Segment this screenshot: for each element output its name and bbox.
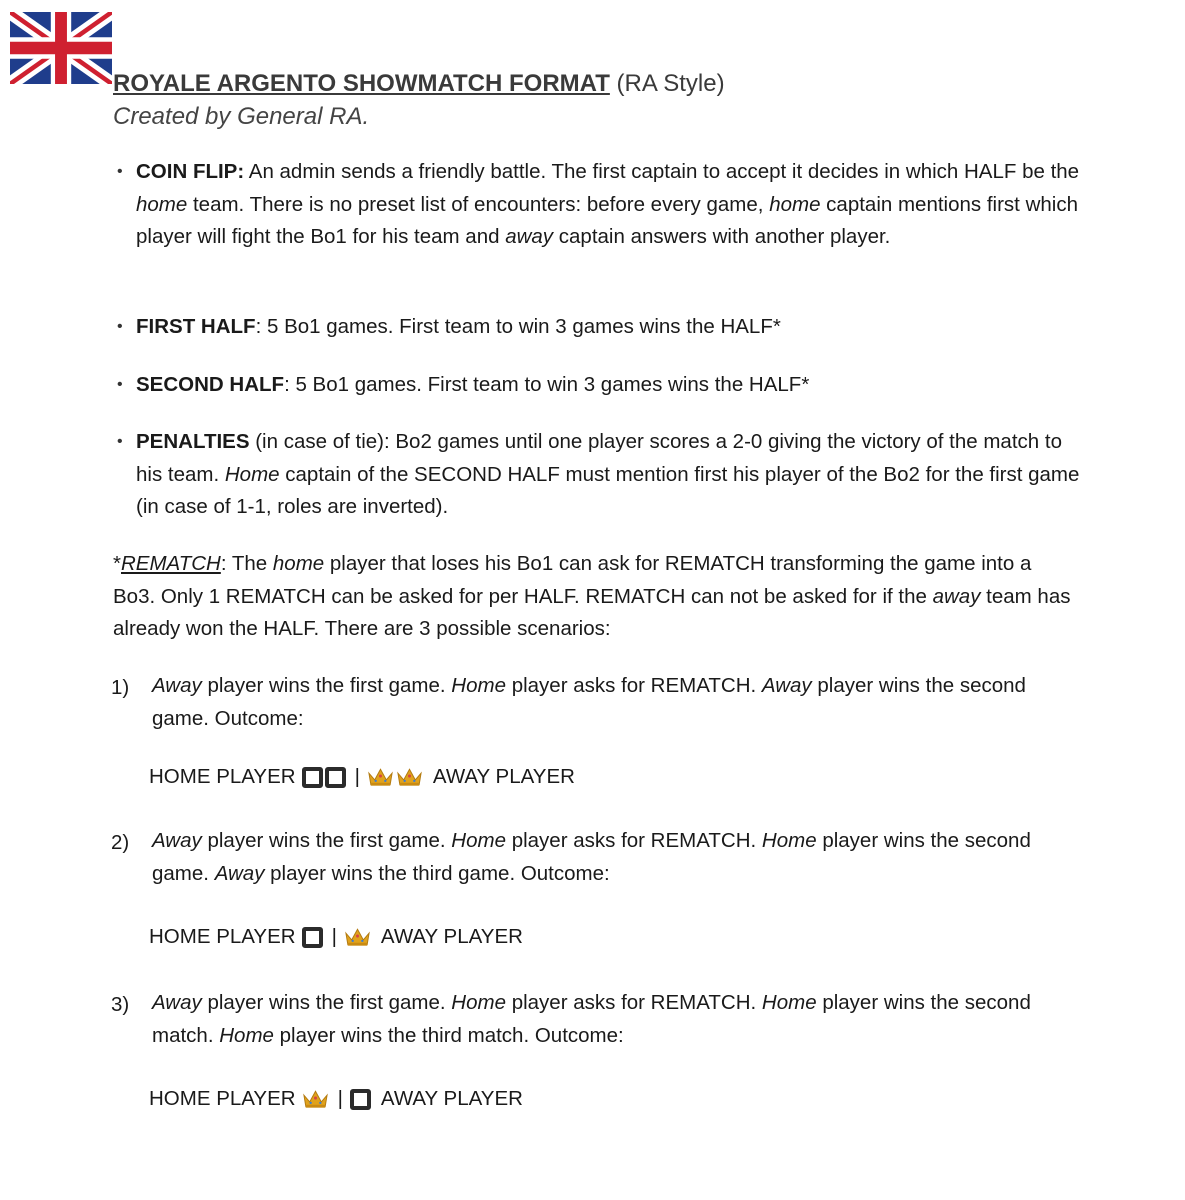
- black-square-icon: [350, 1089, 371, 1110]
- scenario-emphasis: Home: [761, 829, 817, 852]
- note-emphasis: away: [932, 584, 981, 608]
- home-player-label: HOME PLAYER: [149, 765, 296, 788]
- rule-text: : 5 Bo1 games. First team to win 3 games wins the HALF*: [255, 315, 781, 338]
- rule-second-half: [136, 369, 1086, 402]
- note-text: team has already won the HALF. There are 3 possible scenarios:: [113, 584, 1071, 640]
- scenario-emphasis: Home: [451, 991, 506, 1014]
- separator: |: [337, 1087, 343, 1110]
- rule-penalties: [136, 426, 1086, 524]
- black-square-icon: [302, 767, 323, 788]
- rematch-label: REMATCH: [120, 552, 221, 575]
- outcome-2: [149, 925, 523, 949]
- scenario-number: 1): [111, 676, 130, 699]
- scenario-text: player wins the second match.: [152, 991, 1031, 1047]
- scenario-emphasis: Home: [451, 674, 506, 697]
- crown-icon: [367, 766, 394, 788]
- rule-text: captain of the SECOND HALF must mention first his player of the Bo2 for the first game (in case of 1-1, roles are inverted).: [136, 462, 1080, 518]
- outcome-1: [149, 765, 575, 789]
- rule-text: An admin sends a friendly battle. The first captain to accept it decides in which HALF be the: [248, 160, 1080, 183]
- home-player-label: HOME PLAYER: [149, 1087, 296, 1110]
- scenario-emphasis: Away: [152, 674, 202, 697]
- scenario-text: player wins the second game.: [152, 829, 1031, 885]
- rule-text: captain mentions first which player will fight the Bo1 for his team and: [136, 192, 1078, 248]
- scenario-text: player asks for REMATCH.: [511, 991, 757, 1014]
- note-text: player that loses his Bo1 can ask for REMATCH transforming the game into a Bo3. Only 1 REMATCH can be asked for per HALF. REMATCH can not be asked for if the: [113, 552, 1032, 608]
- rule-label: FIRST HALF: [136, 315, 256, 338]
- rule-label: PENALTIES: [136, 430, 250, 453]
- scenario-number: 2): [111, 831, 130, 854]
- away-player-label: AWAY PLAYER: [432, 765, 575, 788]
- crown-icon: [344, 926, 371, 948]
- rule-emphasis: home: [769, 192, 821, 216]
- rule-emphasis: away: [505, 225, 554, 248]
- footnote-star: *: [113, 552, 121, 575]
- separator: |: [354, 765, 360, 788]
- crown-icon: [302, 1088, 329, 1110]
- rematch-note: [113, 548, 1073, 646]
- rule-first-half: [136, 311, 1086, 344]
- away-player-label: AWAY PLAYER: [380, 925, 523, 948]
- separator: |: [331, 925, 337, 948]
- note-emphasis: home: [272, 552, 325, 575]
- away-player-label: AWAY PLAYER: [380, 1087, 523, 1110]
- union-jack-flag-icon: [10, 12, 112, 84]
- title-suffix: (RA Style): [616, 70, 725, 97]
- scenario-number: 3): [111, 993, 130, 1016]
- scenario-text: player asks for REMATCH.: [511, 674, 757, 697]
- scenario-emphasis: Home: [761, 991, 817, 1014]
- document-title: [113, 70, 725, 98]
- scenario-emphasis: Away: [214, 861, 265, 885]
- scenario-text: player wins the third game. Outcome:: [270, 861, 610, 885]
- rule-text: (in case of tie): Bo2 games until one player scores a 2-0 giving the victory of the match to his team.: [136, 430, 1062, 486]
- rule-text: team. There is no preset list of encounters: before every game,: [192, 192, 764, 216]
- black-square-icon: [325, 767, 346, 788]
- scenario-text: player wins the second game. Outcome:: [152, 674, 1026, 730]
- bullet-dot: •: [117, 376, 123, 393]
- rule-emphasis: home: [136, 192, 188, 216]
- scenario-text: player asks for REMATCH.: [511, 829, 757, 852]
- note-text: : The: [220, 552, 268, 575]
- scenario-emphasis: Away: [152, 829, 202, 852]
- rule-text: : 5 Bo1 games. First team to win 3 games wins the HALF*: [284, 373, 810, 396]
- bullet-dot: •: [117, 318, 123, 335]
- bullet-dot: •: [117, 163, 123, 180]
- title-main: ROYALE ARGENTO SHOWMATCH FORMAT: [113, 70, 610, 97]
- scenario-text: player wins the first game.: [207, 829, 446, 852]
- scenario-2: [152, 825, 1072, 890]
- scenario-emphasis: Home: [451, 829, 506, 852]
- home-player-label: HOME PLAYER: [149, 925, 296, 948]
- scenario-emphasis: Away: [152, 991, 202, 1014]
- rule-label: COIN FLIP:: [136, 160, 245, 183]
- scenario-emphasis: Away: [761, 674, 812, 697]
- black-square-icon: [302, 927, 323, 948]
- scenario-text: player wins the first game.: [207, 674, 446, 697]
- rule-coin-flip: [136, 156, 1086, 254]
- document-subtitle: Created by General RA.: [113, 103, 370, 130]
- bullet-dot: •: [117, 433, 123, 450]
- scenario-emphasis: Home: [219, 1023, 274, 1047]
- crown-icon: [396, 766, 423, 788]
- rule-text: captain answers with another player.: [558, 225, 891, 248]
- rule-label: SECOND HALF: [136, 373, 285, 396]
- scenario-1: [152, 670, 1072, 735]
- outcome-3: [149, 1087, 523, 1111]
- scenario-3: [152, 987, 1072, 1052]
- scenario-text: player wins the third match. Outcome:: [279, 1023, 624, 1047]
- rule-emphasis: Home: [224, 462, 280, 486]
- scenario-text: player wins the first game.: [207, 991, 446, 1014]
